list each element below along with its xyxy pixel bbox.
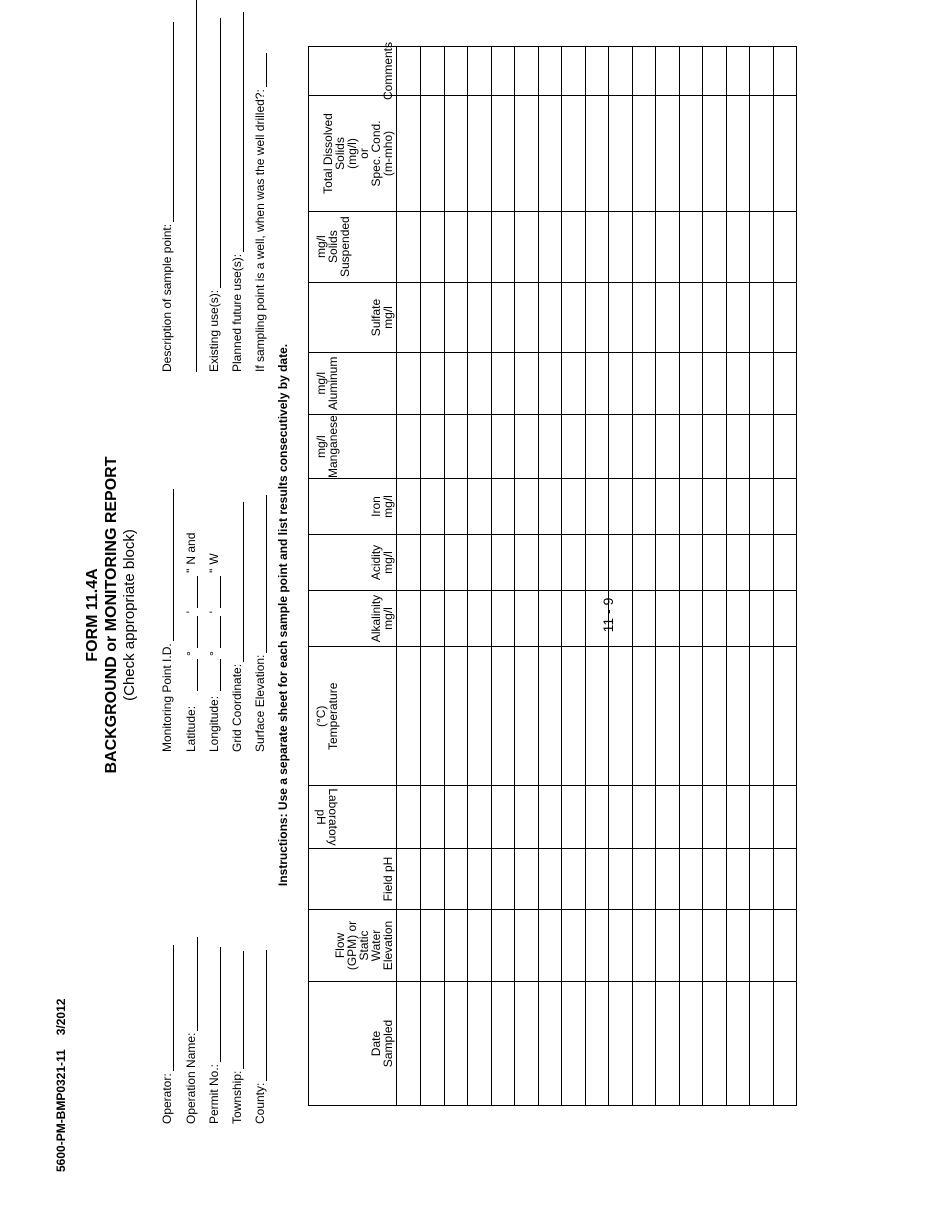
page-number: 11 - 9 [600, 597, 616, 633]
form-code-text: 5600-PM-BMP0321-11 [54, 1049, 68, 1172]
degree-symbol: ° [207, 651, 221, 656]
description-label: Description of sample point: [160, 223, 174, 372]
grid-coordinate-field[interactable] [230, 502, 244, 752]
table-row-divider [655, 47, 656, 1105]
table-row-divider [514, 47, 515, 1105]
table-row-divider [632, 47, 633, 1105]
operation-name-field[interactable] [184, 937, 198, 1124]
col-alkalinity: Alkalinity mg/l [309, 590, 397, 646]
planned-use-line[interactable] [231, 12, 244, 252]
latitude-minutes[interactable] [185, 616, 198, 648]
latitude-degrees[interactable] [185, 659, 198, 691]
county-line[interactable] [254, 950, 267, 1081]
description-line-2[interactable] [196, 0, 197, 372]
report-title: BACKGROUND or MONITORING REPORT [103, 456, 120, 774]
permit-no-line[interactable] [208, 947, 221, 1062]
latitude-seconds[interactable] [185, 576, 198, 608]
col-field-ph: Field pH [309, 848, 397, 909]
surface-elevation-line[interactable] [254, 495, 267, 653]
table-col-divider [397, 414, 796, 415]
well-drilled-field[interactable] [253, 53, 267, 372]
table-row-divider [444, 47, 445, 1105]
col-iron: Iron mg/l [309, 478, 397, 534]
monitoring-point-field[interactable] [160, 489, 174, 752]
second-symbol: " [207, 568, 221, 573]
minute-symbol: ' [184, 610, 198, 614]
longitude-minutes[interactable] [208, 616, 221, 648]
county-label: County: [253, 1082, 267, 1124]
table-row-divider [773, 47, 774, 1105]
surface-elevation-field[interactable] [253, 495, 267, 752]
table-row-divider [467, 47, 468, 1105]
operator-field[interactable] [160, 945, 174, 1124]
permit-no-label: Permit No.: [207, 1063, 221, 1124]
col-acidity: Acidity mg/l [309, 534, 397, 590]
township-label: Township: [230, 1070, 244, 1124]
col-manganese: Manganese mg/l [309, 414, 397, 478]
permit-no-field[interactable] [207, 947, 221, 1124]
well-drilled-label: If sampling point is a well, when was the well drilled?: [253, 89, 267, 372]
operation-name-label: Operation Name: [184, 1032, 198, 1124]
instructions: Instructions: Use a separate sheet for each sample point and list results consecutively by date. [276, 343, 290, 887]
well-drilled-line[interactable] [254, 53, 267, 87]
report-subtitle: (Check appropriate block) [121, 529, 138, 701]
second-symbol: " [184, 568, 198, 573]
description-field[interactable] [160, 22, 174, 372]
table-row-divider [726, 47, 727, 1105]
township-line[interactable] [231, 951, 244, 1069]
table-col-divider [397, 282, 796, 283]
table-col-divider [397, 211, 796, 212]
table-row-divider [702, 47, 703, 1105]
table-col-divider [397, 590, 796, 591]
table-col-divider [397, 646, 796, 647]
table-row-divider [561, 47, 562, 1105]
surface-elevation-label: Surface Elevation: [253, 654, 267, 752]
form-date-text: 3/2012 [54, 998, 68, 1036]
latitude-suffix: N and [184, 532, 198, 565]
existing-use-field[interactable] [207, 18, 221, 372]
col-date-sampled: Date Sampled [309, 981, 397, 1105]
table-col-divider [397, 785, 796, 786]
col-suspended-solids: Suspended Solids mg/l [309, 211, 397, 282]
table-col-divider [397, 478, 796, 479]
township-field[interactable] [230, 951, 244, 1124]
form-code [54, 999, 68, 1172]
form-number: FORM 11.4A [84, 568, 101, 662]
table-row-divider [679, 47, 680, 1105]
table-col-divider [397, 848, 796, 849]
table-row-divider [749, 47, 750, 1105]
table-row-divider [491, 47, 492, 1105]
existing-use-label: Existing use(s): [207, 289, 221, 372]
planned-use-field[interactable] [230, 12, 244, 372]
monitoring-table [308, 41, 797, 1106]
county-field[interactable] [253, 950, 267, 1124]
longitude-seconds[interactable] [208, 576, 221, 608]
degree-symbol: ° [184, 651, 198, 656]
planned-use-label: Planned future use(s): [230, 253, 244, 372]
table-row-divider [420, 47, 421, 1105]
latitude-label: Latitude: [184, 705, 198, 752]
table-col-divider [397, 95, 796, 96]
col-comments: Comments [309, 47, 397, 95]
existing-use-line[interactable] [208, 18, 221, 288]
longitude-label: Longitude: [207, 695, 221, 752]
table-row-divider [585, 47, 586, 1105]
latitude-field[interactable] [184, 533, 198, 752]
monitoring-point-line[interactable] [161, 489, 174, 641]
table-col-divider [397, 534, 796, 535]
monitoring-point-label: Monitoring Point I.D. [160, 643, 174, 752]
table-row-divider [538, 47, 539, 1105]
col-total-dissolved-solids: Total Dissolved Solids (mg/l) or Spec. Cond. (m-mho) [309, 95, 397, 211]
minute-symbol: ' [207, 610, 221, 614]
operator-label: Operator: [160, 1073, 174, 1124]
longitude-degrees[interactable] [208, 659, 221, 691]
col-temperature: Temperature (°C) [309, 646, 397, 785]
description-line[interactable] [161, 22, 174, 222]
grid-coordinate-label: Grid Coordinate: [230, 663, 244, 752]
table-col-divider [397, 909, 796, 910]
grid-coordinate-line[interactable] [231, 502, 244, 662]
longitude-suffix: W [207, 553, 221, 565]
table-col-divider [397, 352, 796, 353]
operation-name-line[interactable] [185, 937, 198, 1031]
table-col-divider [397, 981, 796, 982]
col-aluminum: Aluminum mg/l [309, 352, 397, 414]
col-sulfate: Sulfate mg/l [309, 282, 397, 352]
col-laboratory-ph: Laboratory pH [309, 785, 397, 848]
col-flow: Flow (GPM) or Static Water Elevation [309, 909, 397, 981]
operator-line[interactable] [161, 945, 174, 1071]
longitude-field[interactable] [207, 553, 221, 752]
